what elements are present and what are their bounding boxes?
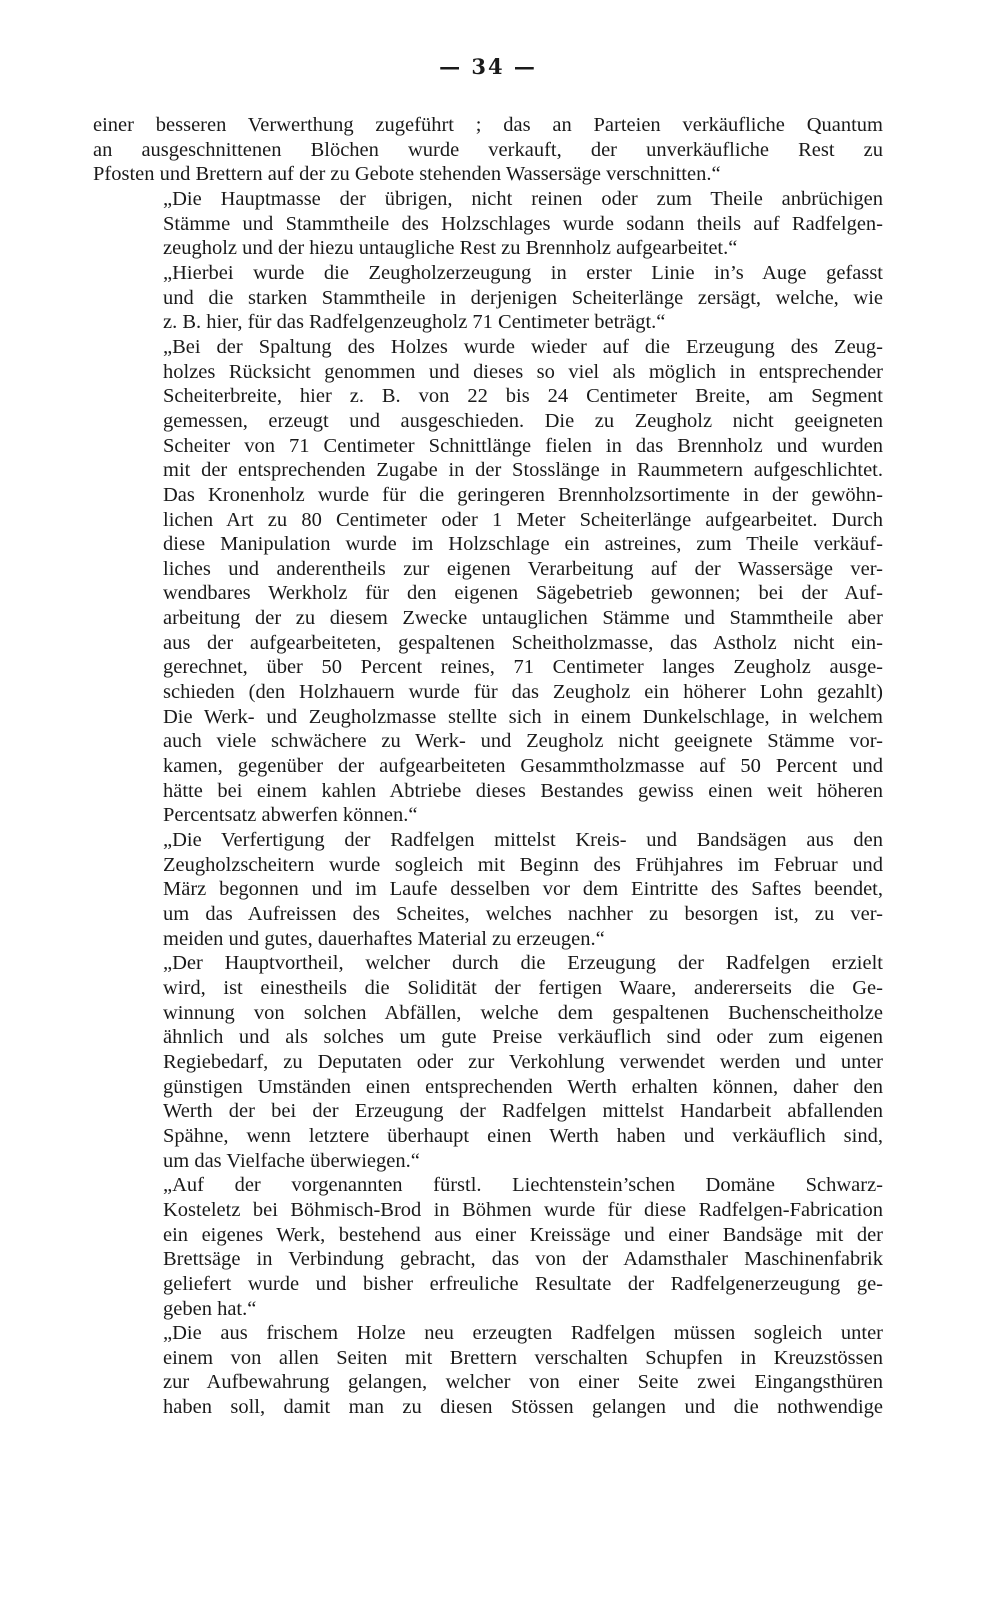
text-line: um das Vielfache überwiegen.“ [163,1149,420,1172]
text-line: haben soll, damit man zu diesen Stössen gelangen und die nothwendige [163,1396,883,1419]
text-line: hätte bei einem kahlen Abtriebe dieses Bestandes gewiss einen weit höheren [163,779,883,802]
text-line: „Hierbei wurde die Zeugholzerzeugung in erster Linie in’s Auge gefasst [163,261,883,284]
text-line: Stämme und Stammtheile des Holzschlages wurde sodann theils auf Radfelgen- [163,212,883,235]
text-line: günstigen Umständen einen entsprechenden Werth erhalten können, daher den [163,1075,883,1098]
paragraph [93,335,883,828]
text-line: Pfosten und Brettern auf der zu Gebote stehenden Wassersäge verschnitten.“ [93,163,721,186]
text-line: „Auf der vorgenannten fürstl. Liechtenstein’schen Domäne Schwarz- [163,1174,883,1197]
page-number: — 34 — [439,54,537,79]
text-line: kamen, gegenüber der aufgearbeiteten Gesammtholzmasse auf 50 Percent und [163,755,883,778]
paragraph [93,951,883,1173]
text-line: Kosteletz bei Böhmisch-Brod in Böhmen wurde für diese Radfelgen-Fabrication [163,1198,883,1221]
text-line: an ausgeschnittenen Blöchen wurde verkauft, der unverkäufliche Rest zu [93,138,883,161]
text-line: Spähne, wenn letztere überhaupt einen Werth haben und verkäuflich sind, [163,1124,883,1147]
text-line: „Die Verfertigung der Radfelgen mittelst Kreis- und Bandsägen aus den [163,829,883,852]
text-line: wendbares Werkholz für den eigenen Sägebetrieb gewonnen; bei der Auf- [163,582,883,605]
text-line: Scheiter von 71 Centimeter Schnittlänge fielen in das Brennholz und wurden [163,434,883,457]
body-text [93,113,883,1420]
text-line: arbeitung der zu diesem Zwecke untauglichen Stämme und Stammtheile aber [163,607,883,630]
text-line: lichen Art zu 80 Centimeter oder 1 Meter Scheiterlänge aufgearbeitet. Durch [163,508,883,531]
text-line: diese Manipulation wurde im Holzschlage ein astreines, zum Theile verkäuf- [163,533,883,556]
paragraph [93,1321,883,1420]
text-line: „Der Hauptvortheil, welcher durch die Erzeugung der Radfelgen erzielt [163,952,883,975]
text-line: winnung von solchen Abfällen, welche dem gespaltenen Buchenscheitholze [163,1001,883,1024]
text-line: zeugholz und der hiezu untaugliche Rest zu Brennholz aufgearbeitet.“ [163,237,738,260]
paragraph [93,1173,883,1321]
text-line: Die Werk- und Zeugholzmasse stellte sich in einem Dunkelschlage, in welchem [163,705,883,728]
text-line: Zeugholzscheitern wurde sogleich mit Beginn des Frühjahres im Februar und [163,853,883,876]
text-line: Percentsatz abwerfen können.“ [163,804,418,827]
text-line: geben hat.“ [163,1297,257,1320]
text-line: meiden und gutes, dauerhaftes Material zu erzeugen.“ [163,927,605,950]
text-line: holzes Rücksicht genommen und dieses so viel als möglich in entsprechender [163,360,883,383]
text-line: einer besseren Verwerthung zugeführt ; das an Parteien verkäufliche Quantum [93,114,883,136]
text-line: mit der entsprechenden Zugabe in der Stosslänge in Raummetern aufgeschlichtet. [163,459,883,482]
text-line: liches und anderentheils zur eigenen Verarbeitung auf der Wassersäge ver- [163,557,883,580]
paragraph [93,261,883,335]
text-line: zur Aufbewahrung gelangen, welcher von einer Seite zwei Eingangsthüren [163,1371,883,1394]
paragraph [93,828,883,951]
text-line: und die starken Stammtheile in derjenigen Scheiterlänge zersägt, welche, wie [163,286,883,309]
text-line: wird, ist einestheils die Solidität der fertigen Waare, andererseits die Ge- [163,976,883,999]
text-line: „Die aus frischem Holze neu erzeugten Radfelgen müssen sogleich unter [163,1322,883,1345]
text-line: gerechnet, über 50 Percent reines, 71 Centimeter langes Zeugholz ausge- [163,656,883,679]
text-line: Werth der bei der Erzeugung der Radfelgen mittelst Handarbeit abfallenden [163,1100,883,1123]
text-line: auch viele schwächere zu Werk- und Zeugholz nicht geeignete Stämme vor- [163,730,883,753]
paragraph [93,187,883,261]
text-line: einem von allen Seiten mit Brettern verschalten Schupfen in Kreuzstössen [163,1346,883,1369]
text-line: um das Aufreissen des Scheites, welches nachher zu besorgen ist, zu ver- [163,903,883,925]
text-line: ähnlich und als solches um gute Preise verkäuflich sind oder zum eigenen [163,1026,883,1049]
text-line: „Bei der Spaltung des Holzes wurde wieder auf die Erzeugung des Zeug- [163,335,883,358]
text-line: z. B. hier, für das Radfelgenzeugholz 71 Centimeter beträgt.“ [163,311,666,334]
document-page [93,54,883,1420]
text-line: Regiebedarf, zu Deputaten oder zur Verkohlung verwendet werden und unter [163,1050,883,1073]
text-line: ein eigenes Werk, bestehend aus einer Kreissäge und einer Bandsäge mit der [163,1223,883,1246]
paragraph [93,113,883,187]
text-line: schieden (den Holzhauern wurde für das Zeugholz ein höherer Lohn gezahlt) [163,681,883,704]
text-line: März begonnen und im Laufe desselben vor dem Eintritte des Saftes beendet, [163,878,883,901]
text-line: Das Kronenholz wurde für die geringeren Brennholzsortimente in der gewöhn- [163,483,883,506]
text-line: aus der aufgearbeiteten, gespaltenen Scheitholzmasse, das Astholz nicht ein- [163,631,883,654]
text-line: Brettsäge in Verbindung gebracht, das von der Adamsthaler Maschinenfabrik [163,1248,883,1271]
text-line: „Die Hauptmasse der übrigen, nicht reinen oder zum Theile anbrüchigen [163,187,883,210]
text-line: geliefert wurde und bisher erfreuliche Resultate der Radfelgenerzeugung ge- [163,1272,883,1295]
text-line: gemessen, erzeugt und ausgeschieden. Die zu Zeugholz nicht geeigneten [163,409,883,432]
text-line: Scheiterbreite, hier z. B. von 22 bis 24 Centimeter Breite, am Segment [163,385,883,408]
